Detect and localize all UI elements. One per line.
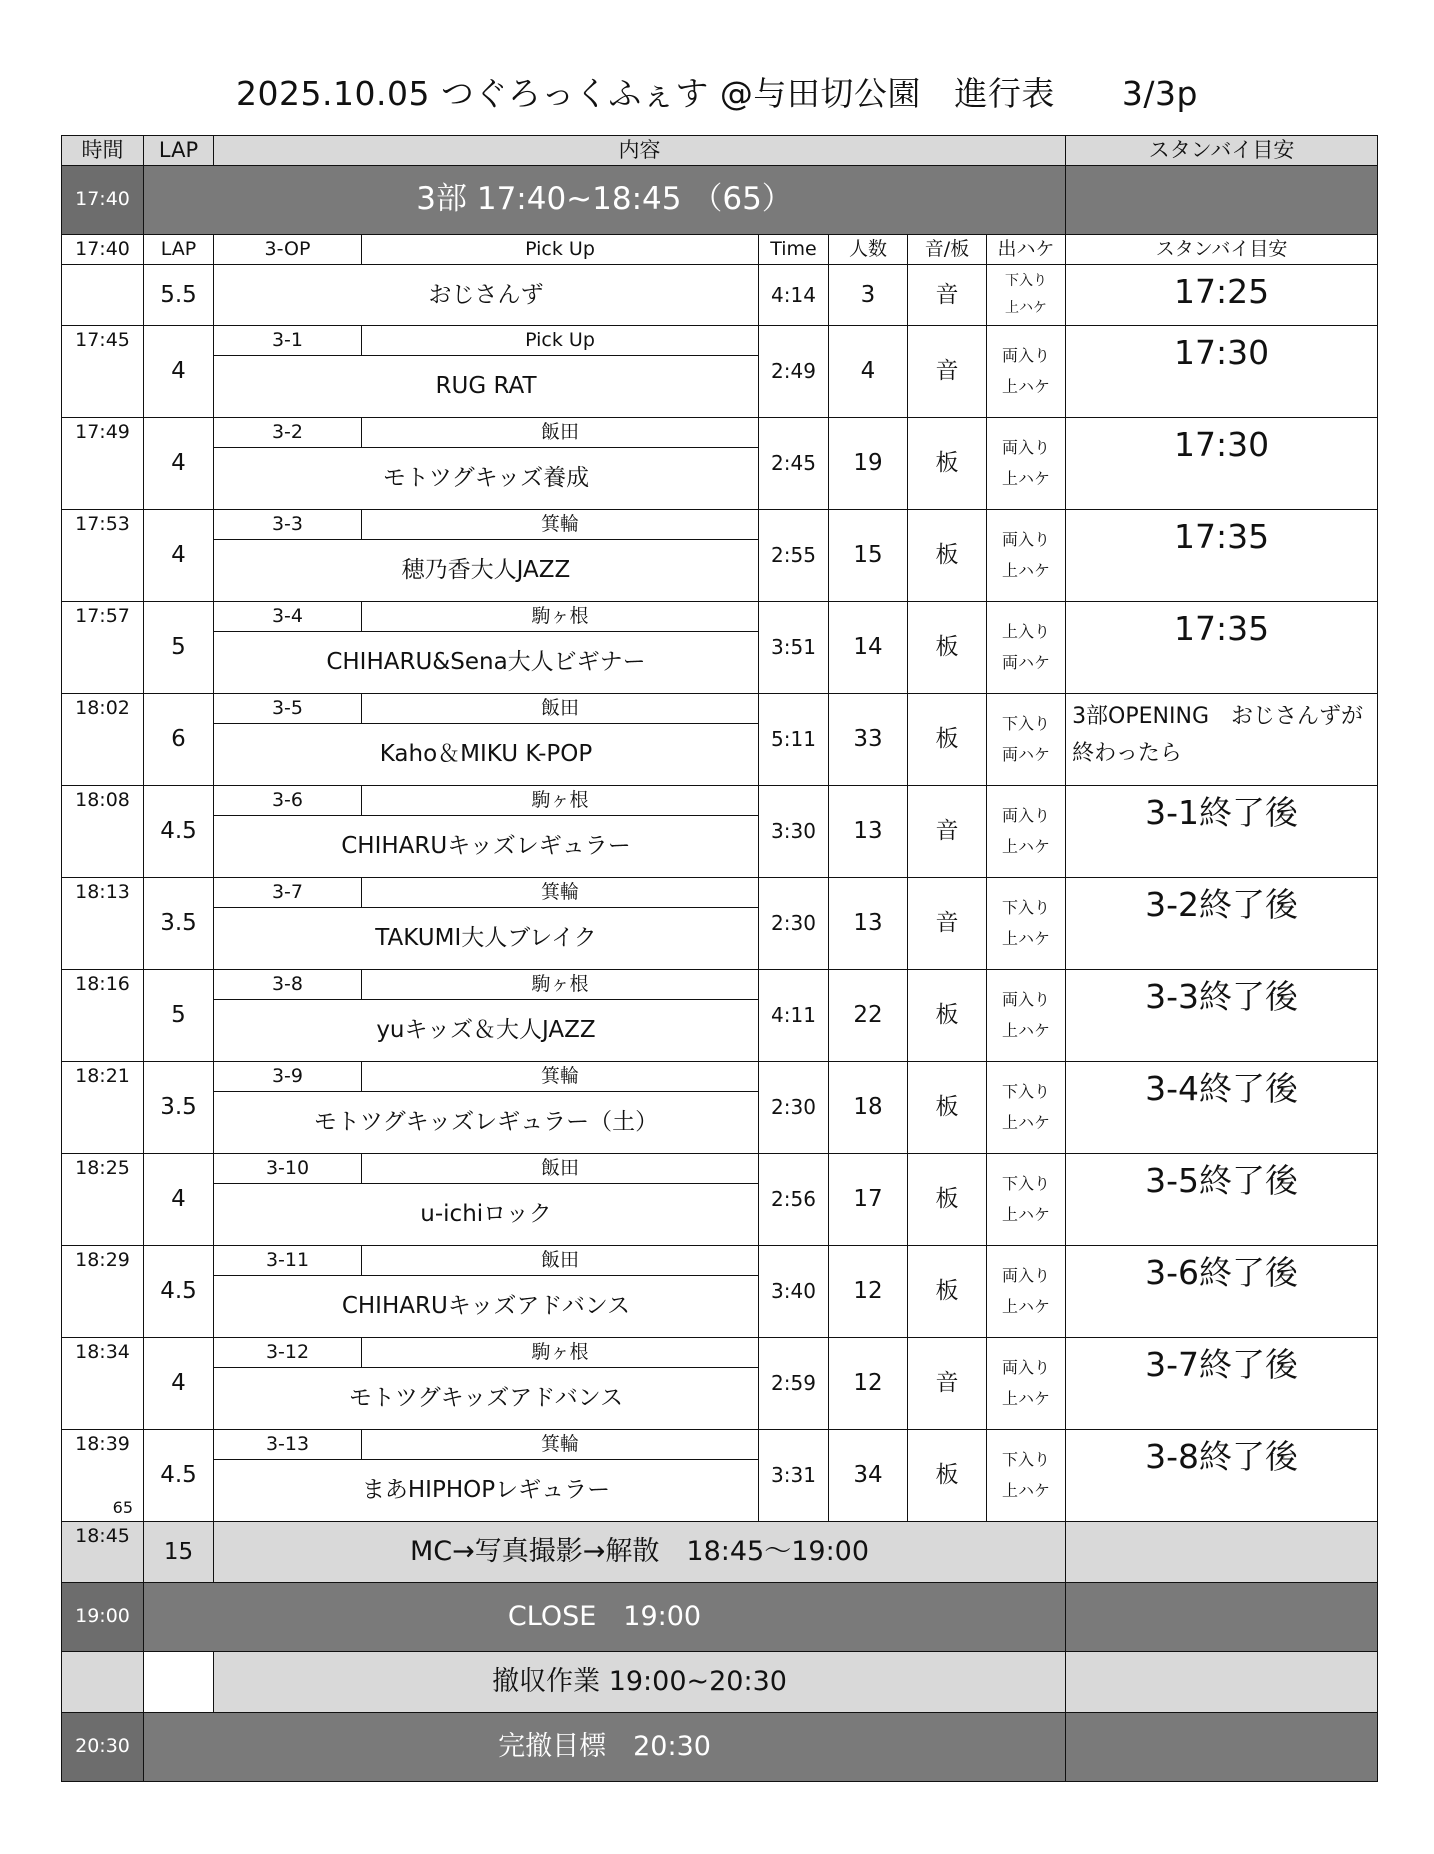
act-row-top <box>62 1154 1378 1184</box>
act-hake <box>987 1154 1066 1246</box>
act-row-top <box>62 1430 1378 1460</box>
act-kind: 板 <box>908 1062 987 1154</box>
subheader-dur: Time <box>759 235 829 265</box>
act-lap: 5 <box>144 602 214 694</box>
mc-lap: 15 <box>144 1522 214 1583</box>
opening-exit: 上ハケ <box>1005 300 1048 316</box>
page-title: 2025.10.05 つぐろっくふぇす @与田切公園 進行表 3/3p <box>236 74 1198 113</box>
section-title: 3部 17:40~18:45 （65） <box>144 166 1066 235</box>
act-enter: 下入り <box>1002 714 1051 734</box>
act-name: yuキッズ＆大人JAZZ <box>214 1000 759 1062</box>
act-duration: 2:56 <box>759 1154 829 1246</box>
act-standby: 3-5終了後 <box>1066 1154 1378 1246</box>
act-hake <box>987 326 1066 418</box>
act-row-top <box>62 786 1378 816</box>
opening-lap: 5.5 <box>144 265 214 326</box>
section-standby-cell <box>1066 166 1378 235</box>
act-start-time: 17:53 <box>75 513 130 535</box>
act-row-top <box>62 602 1378 632</box>
act-count: 14 <box>829 602 908 694</box>
finish-row <box>62 1713 1378 1782</box>
act-hake <box>987 1338 1066 1430</box>
schedule-body <box>62 136 1378 1782</box>
act-standby: 17:35 <box>1066 510 1378 602</box>
act-area-tag: 飯田 <box>362 418 759 448</box>
subheader-hake: 出ハケ <box>987 235 1066 265</box>
act-time-cell <box>62 786 144 878</box>
act-number: 3-7 <box>214 878 362 908</box>
act-row-top <box>62 418 1378 448</box>
act-start-time: 18:29 <box>75 1249 130 1271</box>
act-number: 3-4 <box>214 602 362 632</box>
act-start-time: 18:13 <box>75 881 130 903</box>
act-exit: 上ハケ <box>1002 1480 1051 1500</box>
header-row <box>62 136 1378 166</box>
act-row-top <box>62 970 1378 1000</box>
act-hake <box>987 418 1066 510</box>
act-number: 3-8 <box>214 970 362 1000</box>
act-exit: 上ハケ <box>1002 468 1051 488</box>
act-duration: 2:30 <box>759 878 829 970</box>
act-count: 15 <box>829 510 908 602</box>
finish-time: 20:30 <box>62 1713 144 1782</box>
total-minutes: 65 <box>112 1497 133 1517</box>
act-name: CHIHARUキッズアドバンス <box>214 1276 759 1338</box>
opening-time-cell <box>62 265 144 326</box>
act-exit: 上ハケ <box>1002 376 1051 396</box>
act-duration: 2:49 <box>759 326 829 418</box>
act-kind: 板 <box>908 418 987 510</box>
act-time-cell <box>62 970 144 1062</box>
act-duration: 3:40 <box>759 1246 829 1338</box>
act-standby: 17:30 <box>1066 418 1378 510</box>
act-name: まあHIPHOPレギュラー <box>214 1460 759 1522</box>
act-time-cell <box>62 1246 144 1338</box>
act-name: 穂乃香大人JAZZ <box>214 540 759 602</box>
act-name: RUG RAT <box>214 356 759 418</box>
act-count: 13 <box>829 878 908 970</box>
act-name: u-ichiロック <box>214 1184 759 1246</box>
act-hake <box>987 1246 1066 1338</box>
act-area-tag: 箕輪 <box>362 1062 759 1092</box>
act-enter: 両入り <box>1002 806 1051 826</box>
act-hake <box>987 694 1066 786</box>
opening-standby: 17:25 <box>1066 265 1378 326</box>
act-standby: 17:30 <box>1066 326 1378 418</box>
act-count: 13 <box>829 786 908 878</box>
act-lap: 3.5 <box>144 1062 214 1154</box>
act-exit: 上ハケ <box>1002 928 1051 948</box>
act-row-top <box>62 326 1378 356</box>
act-lap: 6 <box>144 694 214 786</box>
act-count: 12 <box>829 1338 908 1430</box>
act-area-tag: 飯田 <box>362 1154 759 1184</box>
subheader-pickup: Pick Up <box>362 235 759 265</box>
opening-kind: 音 <box>908 265 987 326</box>
act-standby: 3-2終了後 <box>1066 878 1378 970</box>
act-area-tag: 飯田 <box>362 1246 759 1276</box>
act-lap: 4 <box>144 1338 214 1430</box>
act-time-cell <box>62 510 144 602</box>
act-time-cell <box>62 326 144 418</box>
act-kind: 音 <box>908 786 987 878</box>
act-lap: 4 <box>144 326 214 418</box>
act-exit: 両ハケ <box>1002 744 1051 764</box>
subheader-row <box>62 235 1378 265</box>
act-duration: 4:11 <box>759 970 829 1062</box>
act-area-tag: 箕輪 <box>362 510 759 540</box>
act-standby: 3-7終了後 <box>1066 1338 1378 1430</box>
act-start-time: 18:08 <box>75 789 130 811</box>
section-row <box>62 166 1378 235</box>
header-content: 内容 <box>214 136 1066 166</box>
close-standby-cell <box>1066 1583 1378 1652</box>
act-standby: 3-4終了後 <box>1066 1062 1378 1154</box>
act-number: 3-5 <box>214 694 362 724</box>
finish-standby-cell <box>1066 1713 1378 1782</box>
schedule-table <box>61 135 1378 1782</box>
close-text: CLOSE 19:00 <box>144 1583 1066 1652</box>
act-number: 3-11 <box>214 1246 362 1276</box>
act-number: 3-12 <box>214 1338 362 1368</box>
close-time: 19:00 <box>62 1583 144 1652</box>
act-duration: 5:11 <box>759 694 829 786</box>
act-kind: 板 <box>908 1246 987 1338</box>
act-row-top <box>62 694 1378 724</box>
header-standby: スタンバイ目安 <box>1066 136 1378 166</box>
act-enter: 下入り <box>1002 1082 1051 1102</box>
act-exit: 上ハケ <box>1002 1020 1051 1040</box>
act-area-tag: 飯田 <box>362 694 759 724</box>
act-lap: 4 <box>144 510 214 602</box>
act-count: 22 <box>829 970 908 1062</box>
act-number: 3-9 <box>214 1062 362 1092</box>
act-count: 33 <box>829 694 908 786</box>
act-hake <box>987 1430 1066 1522</box>
act-exit: 上ハケ <box>1002 560 1051 580</box>
subheader-standby: スタンバイ目安 <box>1066 235 1378 265</box>
act-standby: 3-8終了後 <box>1066 1430 1378 1522</box>
act-start-time: 18:39 <box>75 1433 130 1455</box>
act-start-time: 17:49 <box>75 421 130 443</box>
act-name: Kaho＆MIKU K-POP <box>214 724 759 786</box>
opening-name: おじさんず <box>214 265 759 326</box>
teardown-standby-cell <box>1066 1652 1378 1713</box>
act-duration: 3:31 <box>759 1430 829 1522</box>
act-standby: 3-6終了後 <box>1066 1246 1378 1338</box>
act-enter: 下入り <box>1002 1450 1051 1470</box>
act-kind: 音 <box>908 1338 987 1430</box>
act-time-cell <box>62 1062 144 1154</box>
act-name: CHIHARU&Sena大人ビギナー <box>214 632 759 694</box>
act-row-top <box>62 1062 1378 1092</box>
act-kind: 板 <box>908 602 987 694</box>
act-lap: 4.5 <box>144 1430 214 1522</box>
act-lap: 4.5 <box>144 786 214 878</box>
act-hake <box>987 602 1066 694</box>
act-area-tag: Pick Up <box>362 326 759 356</box>
act-count: 17 <box>829 1154 908 1246</box>
act-area-tag: 駒ヶ根 <box>362 970 759 1000</box>
act-start-time: 18:02 <box>75 697 130 719</box>
act-count: 19 <box>829 418 908 510</box>
act-kind: 板 <box>908 970 987 1062</box>
act-row-top <box>62 1338 1378 1368</box>
act-number: 3-3 <box>214 510 362 540</box>
act-name: モトツグキッズレギュラー（土） <box>214 1092 759 1154</box>
act-number: 3-1 <box>214 326 362 356</box>
opening-count: 3 <box>829 265 908 326</box>
subheader-no: 3-OP <box>214 235 362 265</box>
act-number: 3-13 <box>214 1430 362 1460</box>
act-area-tag: 駒ヶ根 <box>362 1338 759 1368</box>
act-count: 4 <box>829 326 908 418</box>
act-kind: 音 <box>908 326 987 418</box>
act-kind: 音 <box>908 878 987 970</box>
act-duration: 3:30 <box>759 786 829 878</box>
act-enter: 両入り <box>1002 530 1051 550</box>
act-area-tag: 箕輪 <box>362 1430 759 1460</box>
act-hake <box>987 786 1066 878</box>
act-enter: 下入り <box>1002 1174 1051 1194</box>
act-exit: 上ハケ <box>1002 836 1051 856</box>
act-kind: 板 <box>908 694 987 786</box>
mc-standby-cell <box>1066 1522 1378 1583</box>
act-duration: 2:59 <box>759 1338 829 1430</box>
act-lap: 4.5 <box>144 1246 214 1338</box>
close-row <box>62 1583 1378 1652</box>
act-time-cell <box>62 602 144 694</box>
act-area-tag: 箕輪 <box>362 878 759 908</box>
header-lap: LAP <box>144 136 214 166</box>
act-standby: 3-1終了後 <box>1066 786 1378 878</box>
act-hake <box>987 510 1066 602</box>
teardown-time-cell <box>62 1652 144 1713</box>
opening-row <box>62 265 1378 326</box>
act-enter: 両入り <box>1002 1266 1051 1286</box>
opening-dur: 4:14 <box>759 265 829 326</box>
act-start-time: 18:34 <box>75 1341 130 1363</box>
act-count: 34 <box>829 1430 908 1522</box>
act-time-cell <box>62 878 144 970</box>
act-kind: 板 <box>908 510 987 602</box>
subheader-count: 人数 <box>829 235 908 265</box>
act-standby: 17:35 <box>1066 602 1378 694</box>
subheader-lap: LAP <box>144 235 214 265</box>
act-enter: 両入り <box>1002 346 1051 366</box>
act-kind: 板 <box>908 1430 987 1522</box>
act-name: モトツグキッズアドバンス <box>214 1368 759 1430</box>
act-time-cell <box>62 418 144 510</box>
teardown-text: 撤収作業 19:00~20:30 <box>214 1652 1066 1713</box>
act-enter: 両入り <box>1002 990 1051 1010</box>
act-exit: 両ハケ <box>1002 652 1051 672</box>
act-duration: 2:45 <box>759 418 829 510</box>
act-start-time: 18:16 <box>75 973 130 995</box>
act-lap: 4 <box>144 1154 214 1246</box>
act-name: TAKUMI大人ブレイク <box>214 908 759 970</box>
act-row-top <box>62 878 1378 908</box>
act-lap: 3.5 <box>144 878 214 970</box>
act-count: 12 <box>829 1246 908 1338</box>
act-start-time: 18:25 <box>75 1157 130 1179</box>
act-start-time: 17:57 <box>75 605 130 627</box>
act-lap: 4 <box>144 418 214 510</box>
act-exit: 上ハケ <box>1002 1112 1051 1132</box>
act-area-tag: 駒ヶ根 <box>362 786 759 816</box>
act-kind: 板 <box>908 1154 987 1246</box>
act-duration: 2:30 <box>759 1062 829 1154</box>
teardown-lap-cell <box>144 1652 214 1713</box>
act-name: モトツグキッズ養成 <box>214 448 759 510</box>
act-duration: 3:51 <box>759 602 829 694</box>
act-start-time: 17:45 <box>75 329 130 351</box>
act-standby: 3部OPENING おじさんずが終わったら <box>1066 694 1378 786</box>
finish-text: 完撤目標 20:30 <box>144 1713 1066 1782</box>
act-lap: 5 <box>144 970 214 1062</box>
act-enter: 両入り <box>1002 1358 1051 1378</box>
subheader-kind: 音/板 <box>908 235 987 265</box>
act-enter: 両入り <box>1002 438 1051 458</box>
act-time-cell <box>62 1430 144 1522</box>
act-row-top <box>62 1246 1378 1276</box>
act-area-tag: 駒ヶ根 <box>362 602 759 632</box>
act-number: 3-2 <box>214 418 362 448</box>
act-count: 18 <box>829 1062 908 1154</box>
act-time-cell <box>62 1338 144 1430</box>
act-hake <box>987 1062 1066 1154</box>
act-number: 3-6 <box>214 786 362 816</box>
act-enter: 上入り <box>1002 622 1051 642</box>
act-number: 3-10 <box>214 1154 362 1184</box>
act-exit: 上ハケ <box>1002 1296 1051 1316</box>
section-time: 17:40 <box>62 166 144 235</box>
act-row-top <box>62 510 1378 540</box>
act-start-time: 18:21 <box>75 1065 130 1087</box>
header-time: 時間 <box>62 136 144 166</box>
teardown-row <box>62 1652 1378 1713</box>
act-enter: 下入り <box>1002 898 1051 918</box>
act-time-cell <box>62 1154 144 1246</box>
act-hake <box>987 970 1066 1062</box>
mc-time: 18:45 <box>62 1522 144 1583</box>
opening-hake <box>987 265 1066 326</box>
subheader-time: 17:40 <box>62 235 144 265</box>
act-standby: 3-3終了後 <box>1066 970 1378 1062</box>
act-exit: 上ハケ <box>1002 1388 1051 1408</box>
opening-enter: 下入り <box>1005 273 1048 290</box>
mc-row <box>62 1522 1378 1583</box>
act-time-cell <box>62 694 144 786</box>
act-hake <box>987 878 1066 970</box>
act-name: CHIHARUキッズレギュラー <box>214 816 759 878</box>
act-exit: 上ハケ <box>1002 1204 1051 1224</box>
mc-text: MC→写真撮影→解散 18:45〜19:00 <box>214 1522 1066 1583</box>
act-duration: 2:55 <box>759 510 829 602</box>
